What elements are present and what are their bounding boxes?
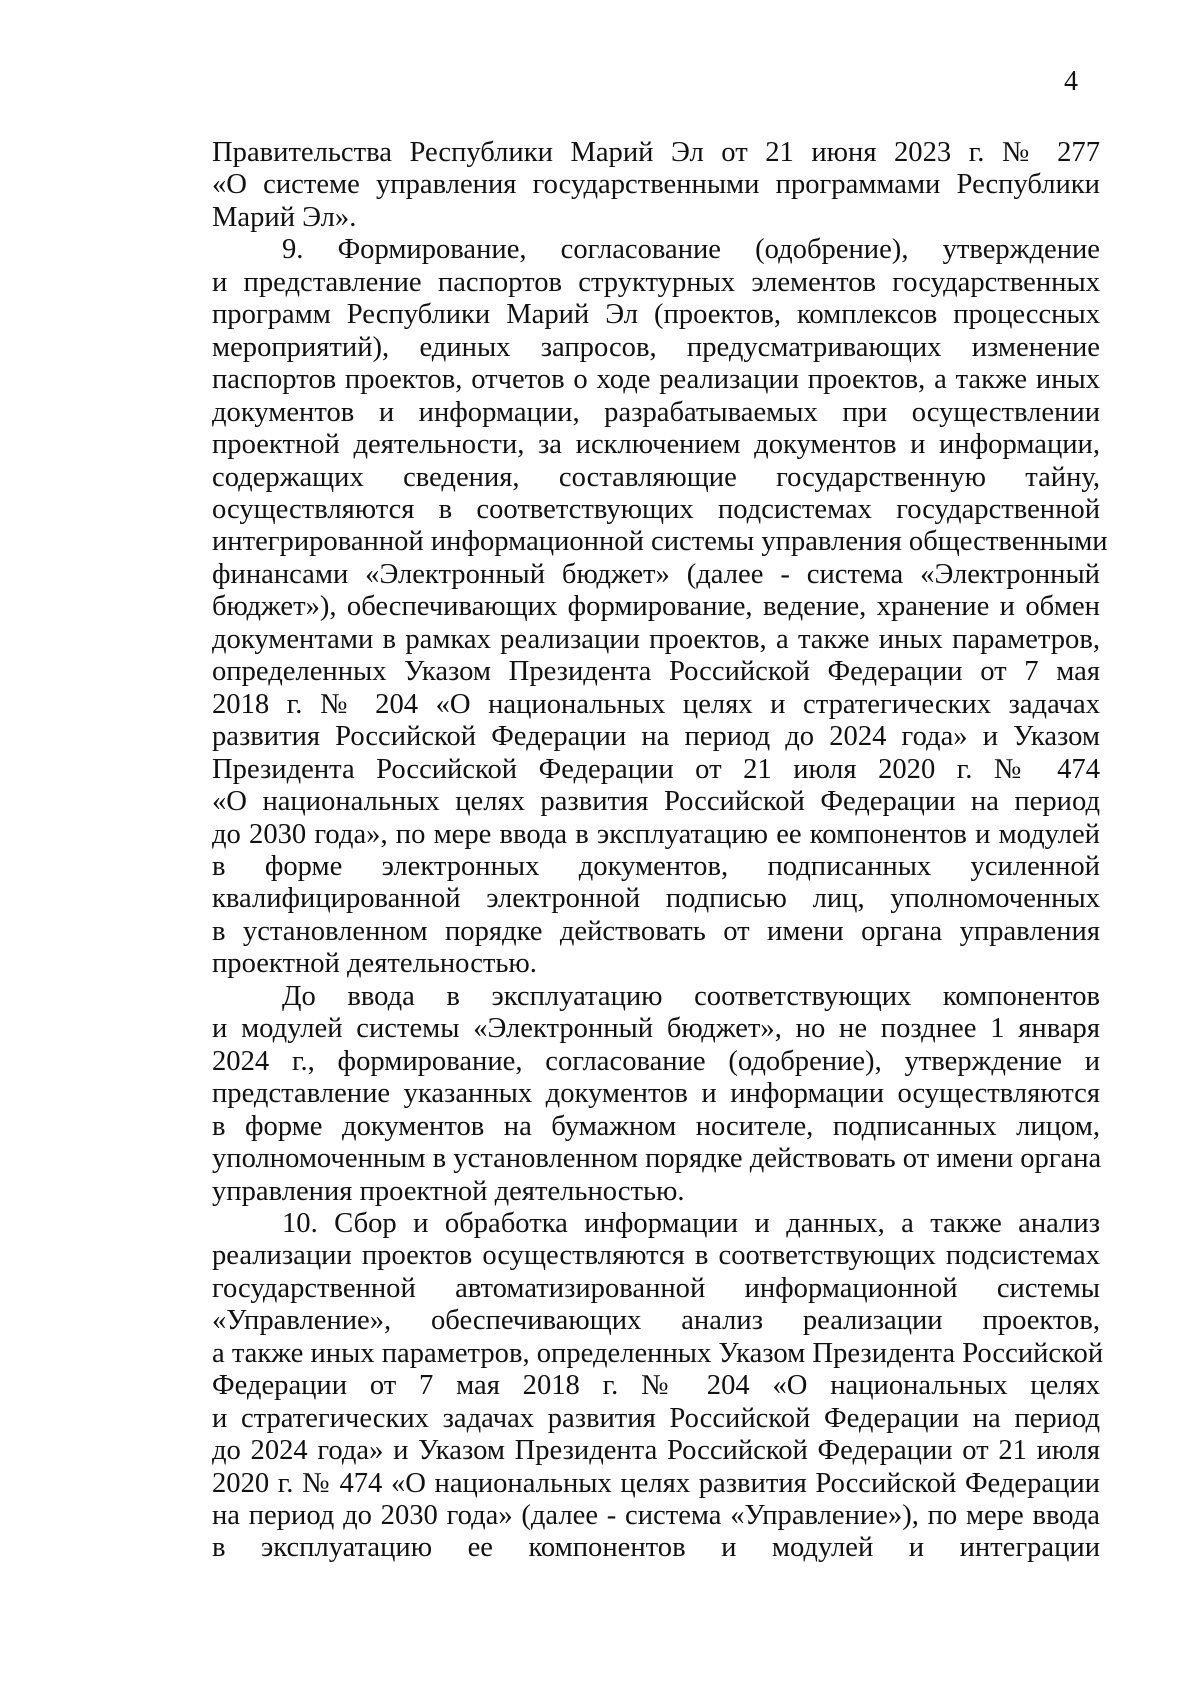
text-line: представление указанных документов и информации осуществляются [212,1078,1100,1110]
text-line: «О национальных целях развития Российской Федерации на период [212,786,1100,818]
text-line: проектной деятельности, за исключением документов и информации, [212,429,1100,461]
text-line: Президента Российской Федерации от 21 июля 2020 г. № 474 [212,753,1100,785]
text-line: финансами «Электронный бюджет» (далее - система «Электронный [212,558,1100,590]
text-line: квалифицированной электронной подписью лиц, уполномоченных [212,883,1100,915]
text-line: в форме документов на бумажном носителе, подписанных лицом, [212,1110,1100,1142]
paragraph-item-10 [212,1207,1104,1565]
text-line: программ Республики Марий Эл (проектов, комплексов процессных [212,299,1100,331]
text-line: «Управление», обеспечивающих анализ реализации проектов, [212,1305,1100,1337]
text-line: до 2030 года», по мере ввода в эксплуатацию ее компонентов и модулей [212,818,1100,850]
text-line: паспортов проектов, отчетов о ходе реализации проектов, а также иных [212,364,1100,396]
text-line: в форме электронных документов, подписанных усиленной [212,850,1100,882]
text-line: и представление паспортов структурных элементов государственных [212,266,1100,298]
text-line: бюджет»), обеспечивающих формирование, ведение, хранение и обмен [212,591,1100,623]
document-body [212,137,1108,1565]
text-line: документами в рамках реализации проектов, а также иных параметров, [212,623,1100,655]
text-line: государственной автоматизированной информационной системы [212,1272,1100,1304]
text-line: 2020 г. № 474 «О национальных целях развития Российской Федерации [212,1467,1100,1499]
paragraph-item-9 [212,234,1108,980]
text-line: содержащих сведения, составляющие государственную тайну, [212,461,1100,493]
text-line: управления проектной деятельностью. [212,1175,685,1207]
text-line: реализации проектов осуществляются в соответствующих подсистемах [212,1240,1100,1272]
text-line: в эксплуатацию ее компонентов и модулей и интеграции [212,1532,1100,1564]
paragraph-transition [212,981,1100,1208]
text-line: 9. Формирование, согласование (одобрение), утверждение [282,234,1100,266]
text-line: развития Российской Федерации на период до 2024 года» и Указом [212,721,1100,753]
text-line: Правительства Республики Марий Эл от 21 июня 2023 г. № 277 [212,137,1100,168]
text-line: и модулей системы «Электронный бюджет», но не позднее 1 января [212,1013,1100,1045]
text-line: Федерации от 7 мая 2018 г. № 204 «О национальных целях [212,1370,1100,1402]
text-line: мероприятий), единых запросов, предусматривающих изменение [212,331,1100,363]
text-line: в установленном порядке действовать от имени органа управления [212,915,1100,947]
text-line: проектной деятельностью. [212,948,537,980]
text-line: документов и информации, разрабатываемых при осуществлении [212,396,1100,428]
text-line: осуществляются в соответствующих подсистемах государственной [212,493,1100,525]
text-line: интегрированной информационной системы управления общественными [212,526,1108,558]
text-line: 2024 г., формирование, согласование (одобрение), утверждение и [212,1045,1100,1077]
text-line: до 2024 года» и Указом Президента Российской Федерации от 21 июля [212,1435,1100,1467]
text-line: на период до 2030 года» (далее - система «Управление»), по мере ввода [212,1500,1100,1532]
text-line: До ввода в эксплуатацию соответствующих компонентов [282,980,1100,1012]
text-line: Марий Эл». [212,201,357,233]
text-line: а также иных параметров, определенных Указом Президента Российской [212,1337,1104,1369]
text-line: уполномоченным в установленном порядке действовать от имени органа [212,1143,1102,1175]
paragraph-continuation [212,137,1100,234]
text-line: «О системе управления государственными программами Республики [212,169,1100,201]
text-line: и стратегических задачах развития Российской Федерации на период [212,1402,1100,1434]
text-line: определенных Указом Президента Российской Федерации от 7 мая [212,656,1100,688]
text-line: 10. Сбор и обработка информации и данных, а также анализ [282,1207,1100,1239]
page-number: 4 [1064,66,1078,97]
text-line: 2018 г. № 204 «О национальных целях и стратегических задачах [212,688,1100,720]
